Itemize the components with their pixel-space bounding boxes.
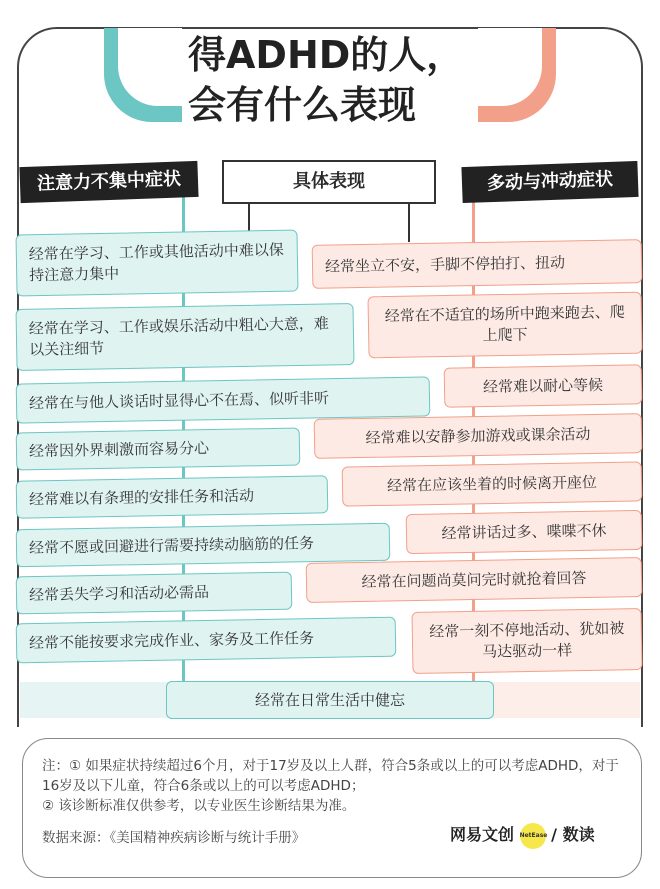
note-line-2: ② 该诊断标准仅供参考，以专业医生诊断结果为准。 — [42, 798, 356, 814]
header-inattention: 注意力不集中症状 — [19, 161, 198, 203]
inattention-item: 经常在学习、工作或其他活动中难以保持注意力集中 — [15, 230, 298, 297]
brand-name: 网易文创 — [450, 825, 515, 844]
page-title — [188, 30, 478, 130]
inattention-item: 经常在学习、工作或娱乐活动中粗心大意，难以关注细节 — [15, 303, 354, 371]
data-source: 数据来源：《美国精神疾病诊断与统计手册》 — [42, 830, 306, 846]
brand-sub: / 数读 — [551, 825, 595, 844]
hyperactivity-item: 经常在不适宜的场所中跑来跑去、爬上爬下 — [367, 292, 642, 359]
inattention-item: 经常在日常生活中健忘 — [166, 681, 494, 719]
brand-logo — [450, 822, 595, 849]
brand-badge: NetEase — [520, 823, 546, 849]
header-specific-behaviors: 具体表现 — [222, 160, 436, 204]
hyperactivity-item: 经常在应该坐着的时候离开座位 — [342, 461, 643, 506]
note-text — [42, 756, 632, 816]
hyperactivity-item: 经常在问题尚莫问完时就抢着回答 — [306, 557, 643, 603]
title-line-2: 会有什么表现 — [188, 83, 417, 127]
inattention-item: 经常难以有条理的安排任务和活动 — [16, 475, 329, 518]
inattention-item: 经常不能按要求完成作业、家务及工作任务 — [16, 617, 397, 664]
inattention-item: 经常不愿或回避进行需要持续动脑筋的任务 — [16, 523, 391, 568]
hyperactivity-item: 经常一刻不停地活动、犹如被马达驱动一样 — [411, 608, 642, 674]
header-hyperactivity: 多动与冲动症状 — [461, 161, 638, 203]
hyperactivity-item: 经常坐立不安，手脚不停拍打、扭动 — [312, 239, 643, 289]
bottom-band-teal — [20, 682, 185, 718]
inattention-item: 经常丢失学习和活动必需品 — [16, 572, 293, 615]
hyperactivity-item: 经常讲话过多、喋喋不休 — [406, 510, 643, 554]
title-line-1: 得ADHD的人， — [188, 33, 465, 77]
inattention-item: 经常因外界刺激而容易分心 — [16, 428, 301, 471]
hyperactivity-item: 经常难以耐心等候 — [444, 364, 643, 407]
hyperactivity-item: 经常难以安静参加游戏或课余活动 — [314, 413, 643, 459]
note-line-1: 注：① 如果症状持续超过6个月，对于17岁及以上人群，符合5条或以上的可以考虑ADHD，对于16岁及以下儿童，符合6条或以上的可以考虑ADHD； — [42, 758, 619, 794]
inattention-item: 经常在与他人谈话时显得心不在焉、似听非听 — [16, 376, 431, 423]
